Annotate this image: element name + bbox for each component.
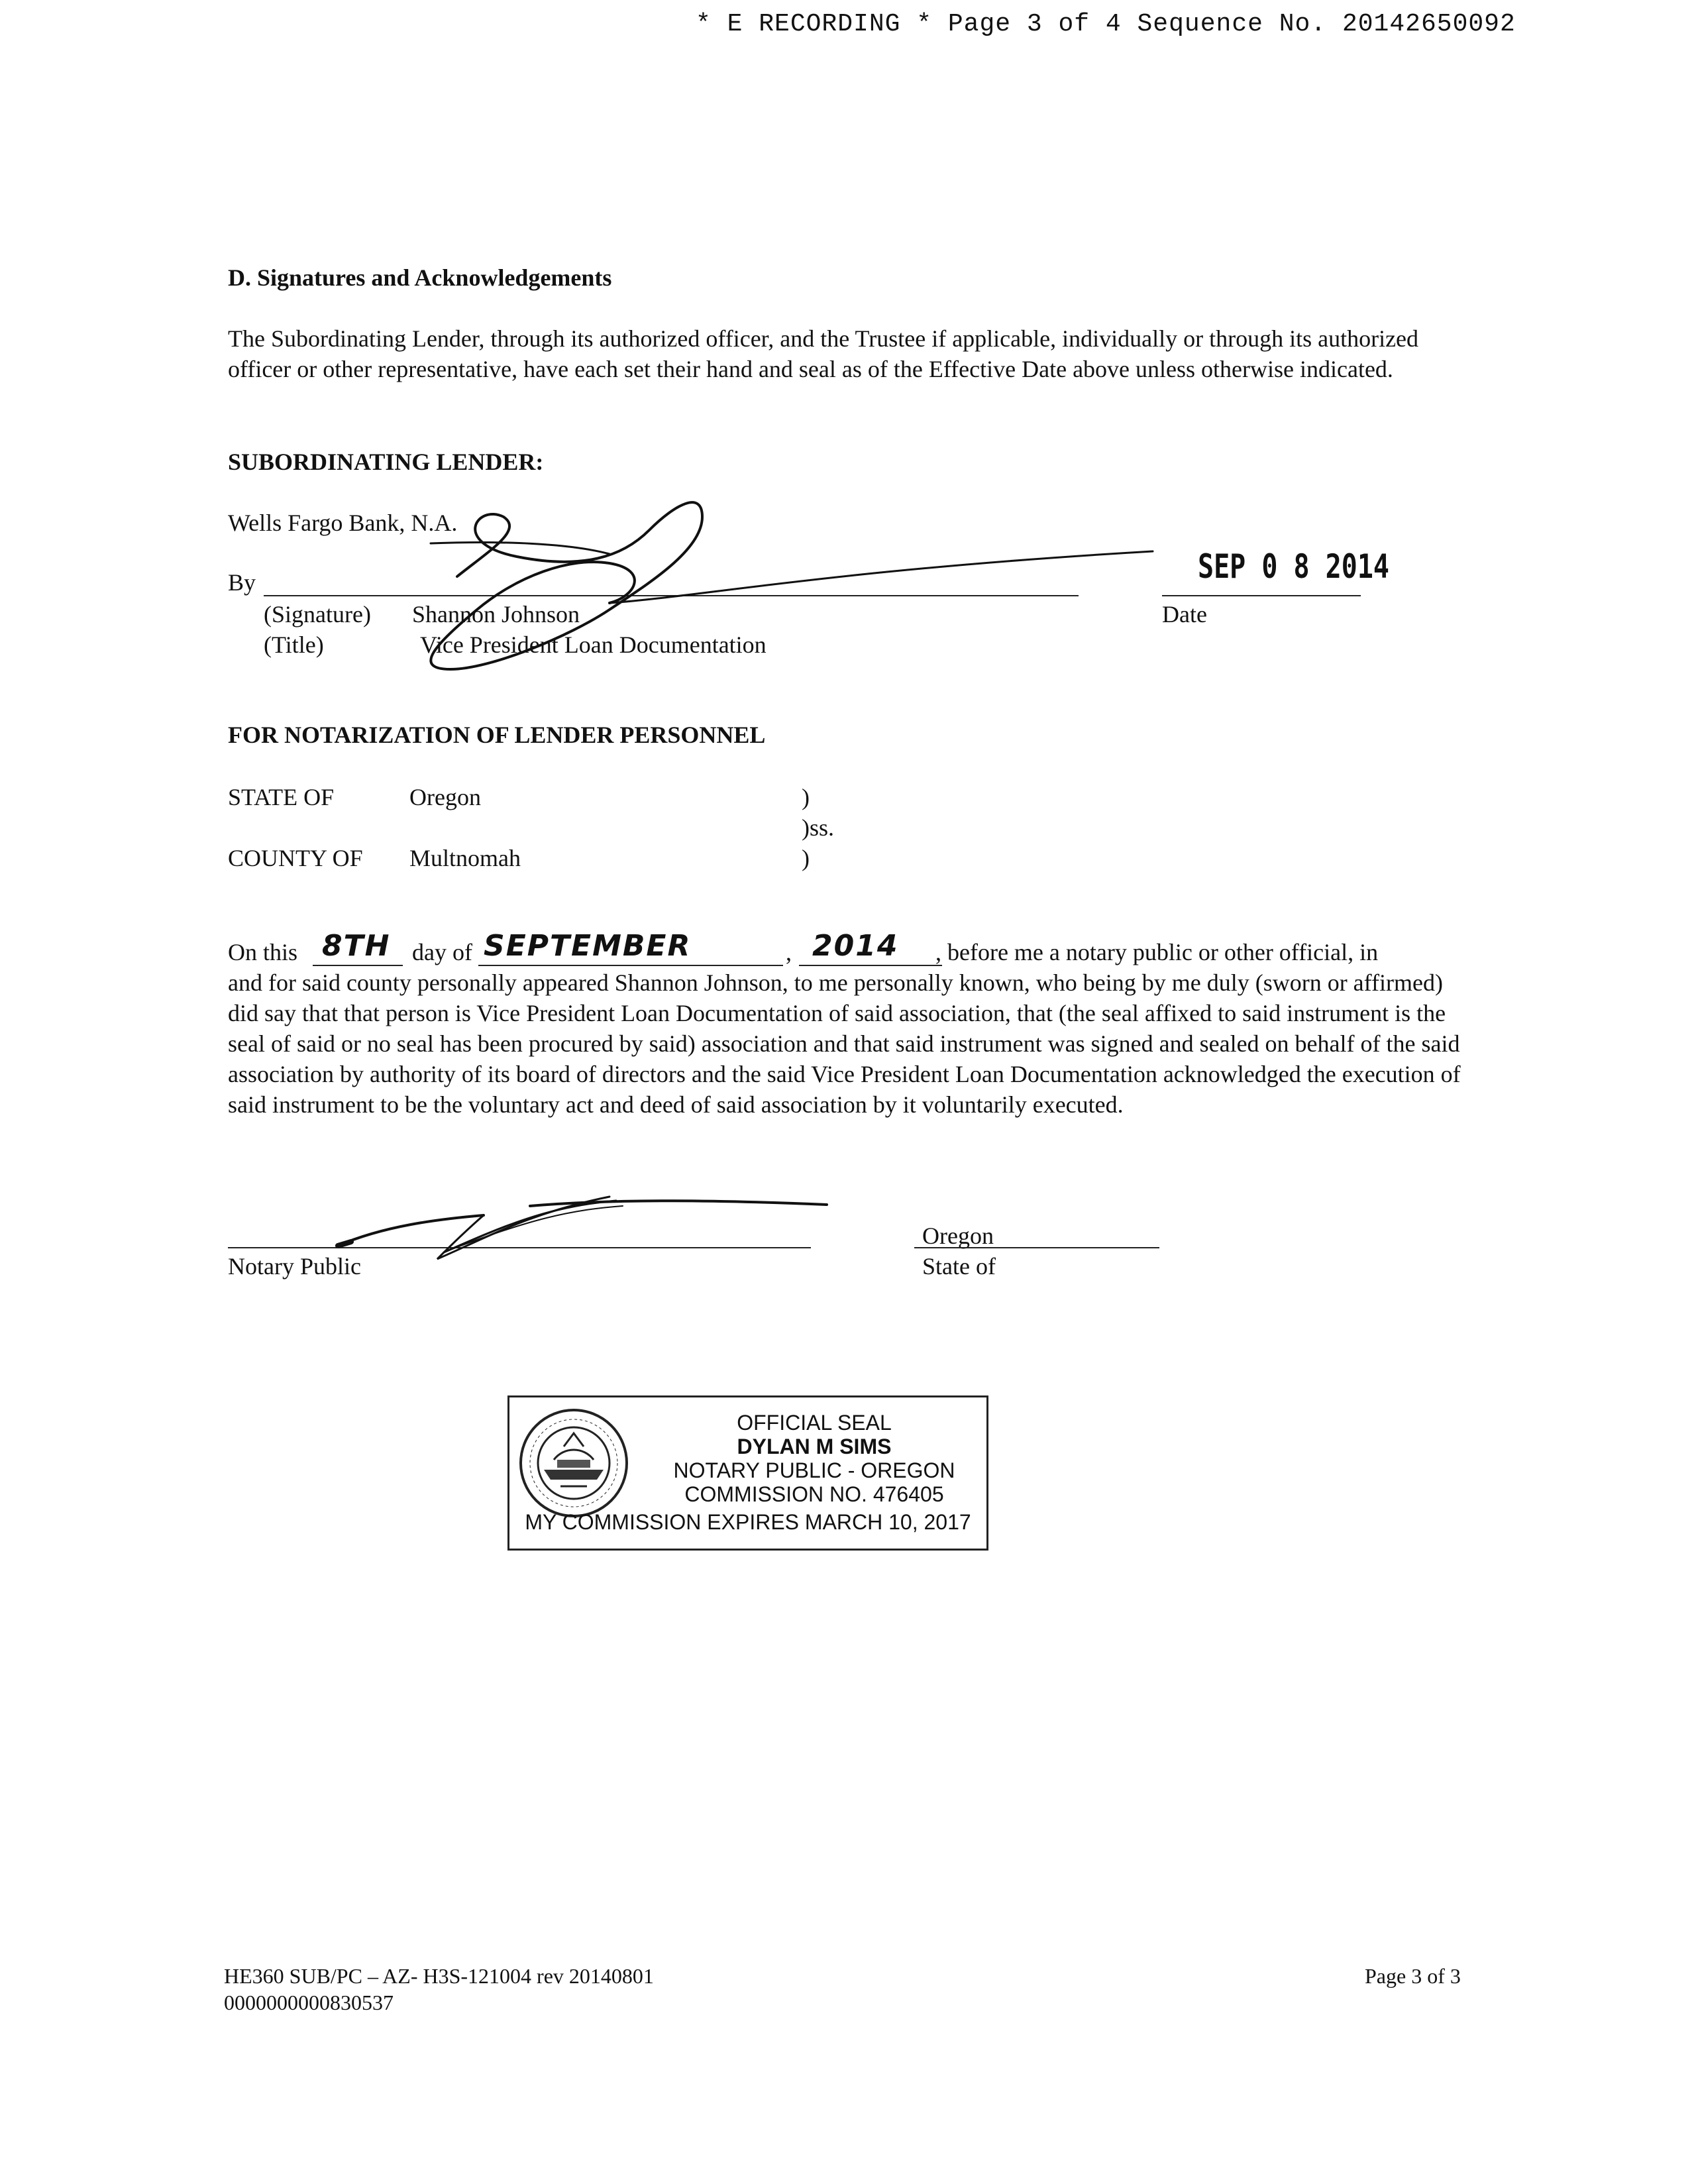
lender-name: Wells Fargo Bank, N.A. — [228, 510, 458, 536]
signature-label: (Signature) — [264, 601, 371, 628]
title-label: (Title) — [264, 631, 324, 658]
seal-line-3: NOTARY PUBLIC - OREGON — [673, 1458, 955, 1482]
year-line — [799, 965, 942, 966]
by-label: By — [228, 569, 256, 596]
seal-line-2: DYLAN M SIMS — [737, 1435, 892, 1458]
day-value: 8TH — [322, 929, 391, 963]
state-label: STATE OF — [228, 784, 335, 810]
seal-line-5: MY COMMISSION EXPIRES MARCH 10, 2017 — [525, 1510, 971, 1534]
date-label: Date — [1162, 601, 1207, 628]
day-line — [313, 965, 403, 966]
oregon-state-seal-icon — [517, 1407, 630, 1519]
seal-line-4: COMMISSION NO. 476405 — [684, 1482, 944, 1506]
seal-line-1: OFFICIAL SEAL — [737, 1411, 892, 1435]
date-line — [1162, 595, 1361, 596]
paren-open: ) — [802, 784, 810, 810]
form-code: HE360 SUB/PC – AZ- H3S-121004 rev 20140801 — [224, 1964, 654, 1988]
section-title: D. Signatures and Acknowledgements — [228, 264, 612, 291]
lender-signature — [371, 490, 1166, 676]
first-line-rest: , before me a notary public or other official, in — [935, 939, 1379, 965]
title-value: Vice President Loan Documentation — [420, 631, 767, 658]
date-stamp: SEP 0 8 2014 — [1198, 547, 1389, 586]
state-of-value: Oregon — [922, 1223, 994, 1249]
state-value: Oregon — [409, 784, 481, 810]
notary-signature — [331, 1186, 835, 1272]
on-this-label: On this — [228, 939, 298, 965]
state-of-label: State of — [922, 1253, 996, 1280]
state-of-line — [914, 1247, 1159, 1248]
intro-paragraph: The Subordinating Lender, through its authorized officer, and the Trustee if applicable, individually or through its authorized officer or other representative, have each set their hand and seal as of the Effective Date above unless otherwise indicated. — [228, 325, 1419, 382]
notary-public-label: Notary Public — [228, 1253, 361, 1280]
page-number: Page 3 of 3 — [1365, 1964, 1461, 1988]
comma: , — [786, 939, 792, 965]
month-line — [478, 965, 783, 966]
month-value: SEPTEMBER — [484, 929, 692, 963]
signature-value: Shannon Johnson — [412, 601, 580, 628]
notarization-body: and for said county personally appeared Shannon Johnson, to me personally known, who being by me duly (sworn or affirmed) did say that that person is Vice President Loan Documentation of said association, that (the seal affixed to said instrument is the seal of said or no seal has been procured by said) association and that said instrument was signed and sealed on behalf of the said association by authority of its board of directors and the said Vice President Loan Documentation acknowledged the execution of said instrument to be the voluntary act and deed of said association by it voluntarily executed. — [228, 969, 1461, 1118]
paren-close: ) — [802, 845, 810, 871]
ss-label: )ss. — [802, 814, 835, 841]
recording-header: * E RECORDING * Page 3 of 4 Sequence No. 20142650092 — [696, 10, 1516, 38]
county-label: COUNTY OF — [228, 845, 363, 871]
day-of-label: day of — [412, 939, 472, 965]
loan-number: 0000000000830537 — [224, 1991, 394, 2014]
year-value: 2014 — [812, 929, 899, 963]
county-value: Multnomah — [409, 845, 521, 871]
notarization-heading: FOR NOTARIZATION OF LENDER PERSONNEL — [228, 722, 766, 748]
lender-heading: SUBORDINATING LENDER: — [228, 449, 544, 475]
official-seal-stamp — [507, 1395, 988, 1551]
